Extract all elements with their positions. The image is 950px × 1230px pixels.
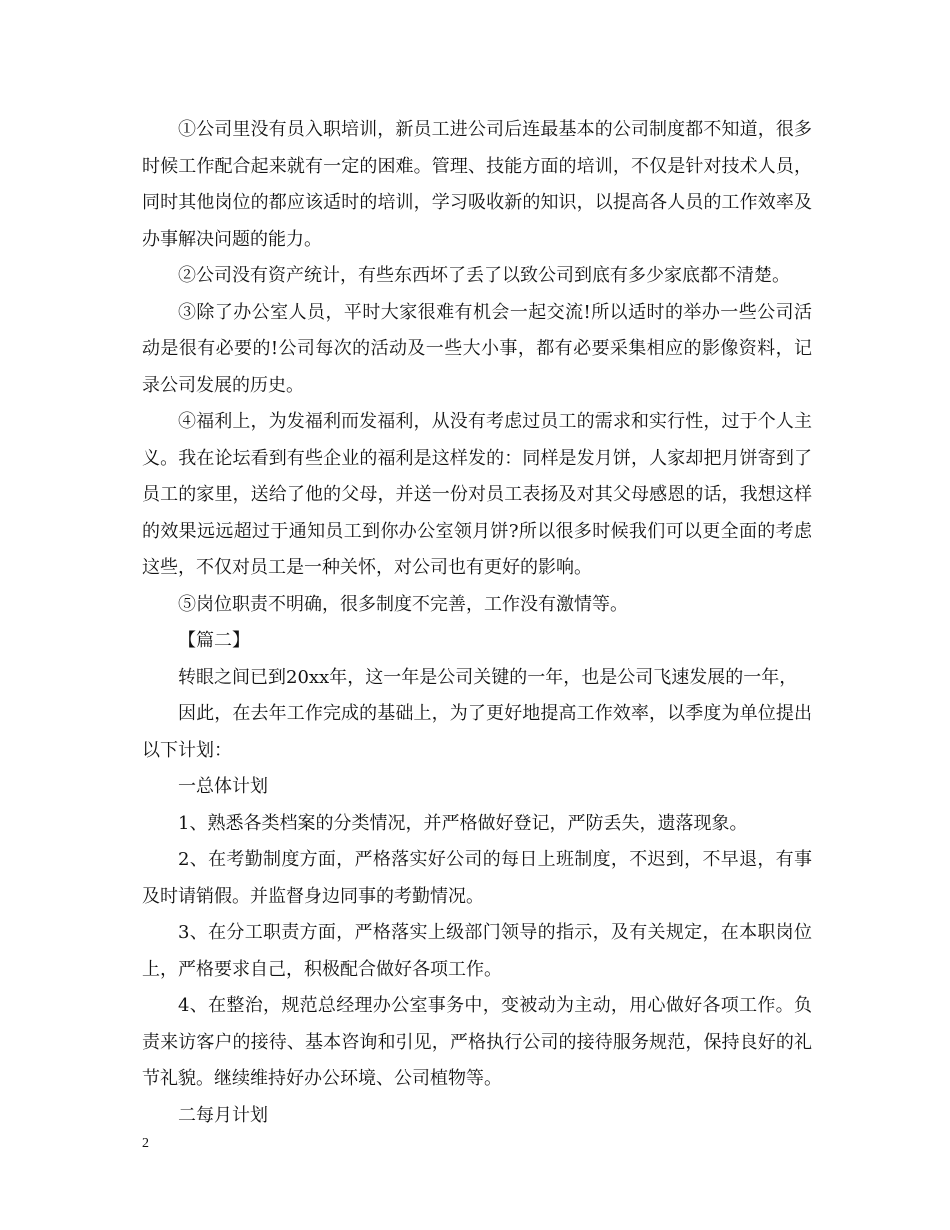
paragraph-intro: 转眼之间已到20xx年，这一年是公司关键的一年，也是公司飞速发展的一年， xyxy=(178,666,798,688)
plan-item-3: 3、在分工职责方面，严格落实上级部门领导的指示，及有关规定，在本职岗位上，严格要求自己，积极配合做好各项工作。 xyxy=(142,922,812,980)
subheading-overall-plan: 一总体计划 xyxy=(178,776,268,797)
plan-item-2: 2、在考勤制度方面，严格落实好公司的每日上班制度，不迟到，不早退，有事及时请销假。并监督身边同事的考勤情况。 xyxy=(142,849,812,907)
paragraph-training: ①公司里没有员入职培训，新员工进公司后连最基本的公司制度都不知道，很多时候工作配合起来就有一定的困难。管理、技能方面的培训，不仅是针对技术人员，同时其他岗位的都应该适时的培训，学习吸收新的知识，以提高各人员的工作效率及办事解决问题的能力。 xyxy=(142,119,812,250)
plan-item-4: 4、在整治，规范总经理办公室事务中，变被动为主动，用心做好各项工作。负责来访客户的接待、基本咨询和引见，严格执行公司的接待服务规范，保持良好的礼节礼貌。继续维持好办公环境、公司植物等。 xyxy=(142,995,812,1089)
section-heading: 【篇二】 xyxy=(178,630,250,651)
subheading-monthly-plan: 二每月计划 xyxy=(178,1104,268,1126)
paragraph-duties: ⑤岗位职责不明确，很多制度不完善，工作没有激情等。 xyxy=(178,593,628,615)
paragraph-welfare: ④福利上，为发福利而发福利，从没有考虑过员工的需求和实行性，过于个人主义。我在论坛看到有些企业的福利是这样发的：同样是发月饼，人家却把月饼寄到了员工的家里，送给了他的父母，并送一份对员工表扬及对其父母感恩的话，我想这样的效果远远超过于通知员工到你办公室领月饼?所以很多时候我们可以更全面的考虑这些，不仅对员工是一种关怀，对公司也有更好的影响。 xyxy=(142,411,812,578)
page-number: 2 xyxy=(142,1136,149,1151)
plan-item-1: 1、熟悉各类档案的分类情况，并严格做好登记，严防丢失，遗落现象。 xyxy=(178,812,748,834)
document-body xyxy=(142,112,812,1134)
paragraph-activities: ③除了办公室人员，平时大家很难有机会一起交流!所以适时的举办一些公司活动是很有必要的!公司每次的活动及一些大小事，都有必要采集相应的影像资料，记录公司发展的历史。 xyxy=(142,301,812,396)
paragraph-plan-intro: 因此，在去年工作完成的基础上，为了更好地提高工作效率，以季度为单位提出以下计划： xyxy=(142,703,812,761)
paragraph-assets: ②公司没有资产统计，有些东西坏了丢了以致公司到底有多少家底都不清楚。 xyxy=(178,265,790,286)
